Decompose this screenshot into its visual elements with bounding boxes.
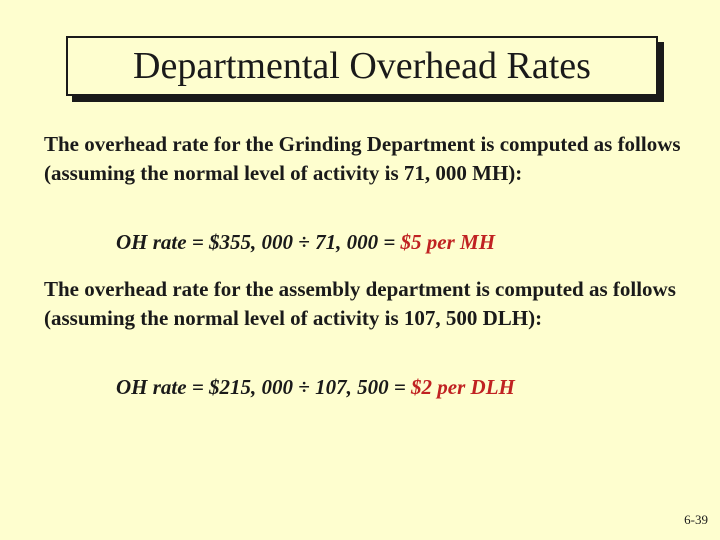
assembly-description: The overhead rate for the assembly department is computed as follows (assuming the normal level of activity is 107, 500 DLH): (44, 277, 676, 330)
grinding-formula (116, 230, 495, 255)
assembly-formula-result: $2 per DLH (411, 375, 515, 399)
slide-title (66, 36, 658, 96)
slide-title-text: Departmental Overhead Rates (133, 45, 591, 87)
grinding-formula-result: $5 per MH (400, 230, 496, 254)
slide-number: 6-39 (684, 512, 708, 527)
grinding-description: The overhead rate for the Grinding Department is computed as follows (assuming the normal level of activity is 71, 000 MH): (44, 132, 681, 185)
assembly-formula-lhs: OH rate = $215, 000 ÷ 107, 500 = (116, 375, 412, 399)
grinding-formula-lhs: OH rate = $355, 000 ÷ 71, 000 = (116, 230, 401, 254)
assembly-formula (116, 375, 515, 400)
